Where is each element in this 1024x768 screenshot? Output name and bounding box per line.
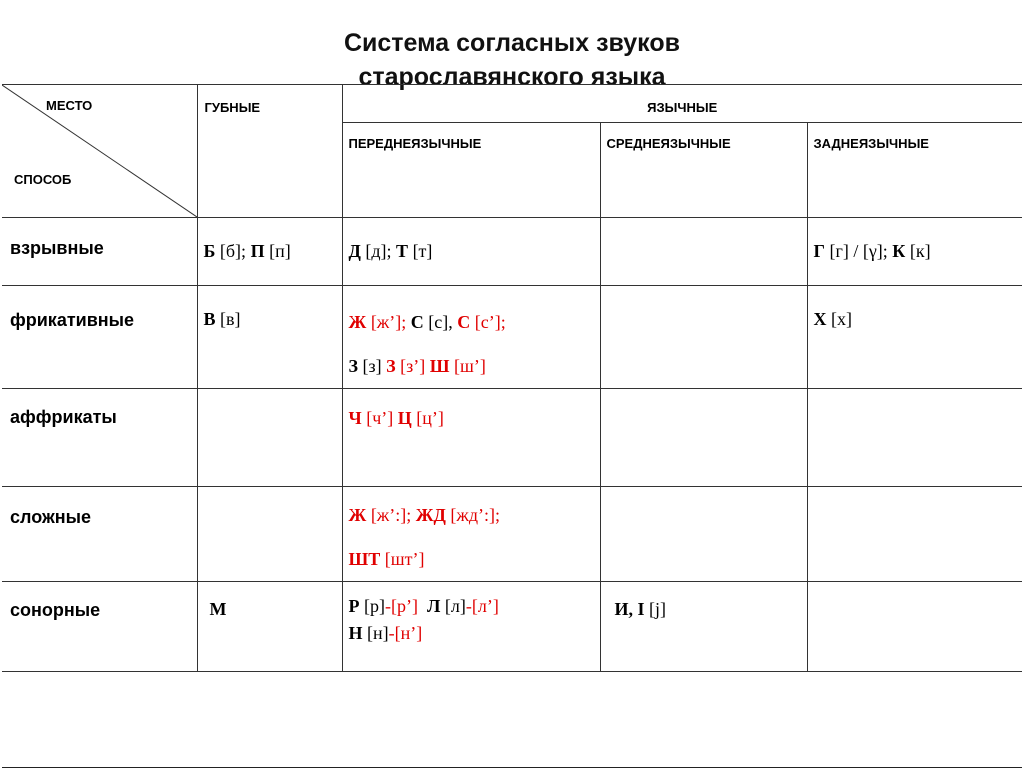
table-row [2, 487, 1022, 582]
cell-middle [600, 218, 807, 286]
cell-front: Р [р]-[р’] Л [л]-[л’] Н [н]-[н’] [342, 582, 600, 672]
cell-front: Ч [ч’] Ц [ц’] [342, 389, 600, 487]
row-label: взрывные [2, 218, 197, 286]
header-back: ЗАДНЕЯЗЫЧНЫЕ [807, 123, 1022, 218]
cell-middle [600, 389, 807, 487]
cell-back [807, 582, 1022, 672]
table-row [2, 286, 1022, 389]
cell-front: Ж [ж’]; С [с], С [с’]; З [з] З [з’] Ш [ш’] [342, 286, 600, 389]
header-manner: СПОСОБ [14, 172, 72, 187]
cell-labial: В [в] [197, 286, 342, 389]
header-row-1 [2, 85, 1022, 123]
diagonal-line [2, 85, 197, 217]
cell-back [807, 487, 1022, 582]
cell-back [807, 389, 1022, 487]
cell-middle [600, 487, 807, 582]
table-row [2, 389, 1022, 487]
title-line-1: Система согласных звуков [343, 29, 680, 57]
row-label: фрикативные [2, 286, 197, 389]
cell-back: Г [г] / [γ]; К [к] [807, 218, 1022, 286]
cell-front: Ж [ж’:]; ЖД [жд’:]; ШТ [шт’] [342, 487, 600, 582]
header-middle: СРЕДНЕЯЗЫЧНЫЕ [600, 123, 807, 218]
cell-labial: М [197, 582, 342, 672]
title-line-2: старославянского языка [358, 63, 666, 91]
cell-back: Х [х] [807, 286, 1022, 389]
table-row [2, 218, 1022, 286]
row-label: сонорные [2, 582, 197, 672]
consonant-table [2, 84, 1022, 672]
cell-front: Д [д]; Т [т] [342, 218, 600, 286]
row-label: сложные [2, 487, 197, 582]
header-lingual: ЯЗЫЧНЫЕ [342, 85, 1022, 123]
row-label: аффрикаты [2, 389, 197, 487]
header-labial: ГУБНЫЕ [197, 85, 342, 218]
cell-labial [197, 487, 342, 582]
cell-labial [197, 389, 342, 487]
header-place: МЕСТО [46, 98, 93, 113]
table-row [2, 582, 1022, 672]
cell-middle: И, І [j] [600, 582, 807, 672]
corner-cell [2, 85, 197, 218]
cell-labial: Б [б]; П [п] [197, 218, 342, 286]
cell-middle [600, 286, 807, 389]
header-front: ПЕРЕДНЕЯЗЫЧНЫЕ [342, 123, 600, 218]
